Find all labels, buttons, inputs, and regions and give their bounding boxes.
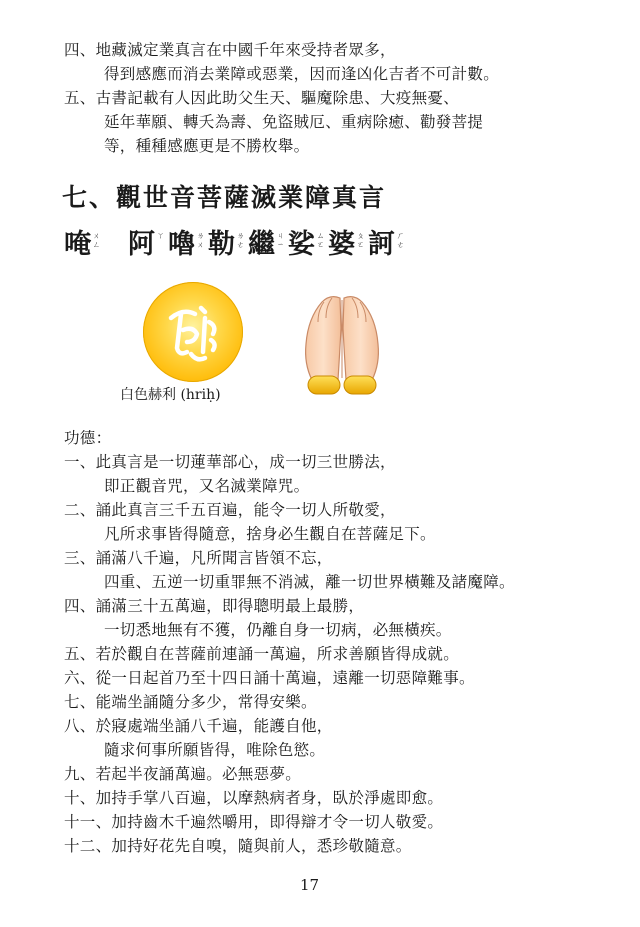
mantra-zhuyin-5: ㄐㄧ bbox=[276, 231, 285, 249]
mantra-zhuyin-2: ㄚ bbox=[156, 231, 165, 240]
intro-line-2: 得到感應而消去業障或惡業，因而逢凶化吉者不可計數。 bbox=[104, 65, 500, 83]
merit-line-5: 三、誦滿八千遍，凡所聞言皆領不忘， bbox=[64, 549, 333, 567]
merit-line-3: 二、誦此真言三千五百遍，能令一切人所敬愛， bbox=[64, 501, 396, 519]
merits-title: 功德： bbox=[64, 429, 112, 447]
merit-line-13: 隨求何事所願皆得，唯除色慾。 bbox=[104, 741, 326, 759]
mantra-char-2: 阿 bbox=[128, 229, 155, 260]
mantra-zhuyin-6: ㄙㄛ bbox=[316, 231, 325, 249]
merit-line-1: 一、此真言是一切蓮華部心，成一切三世勝法， bbox=[64, 453, 396, 471]
mantra-zhuyin-1: ㄨㄥ bbox=[92, 231, 101, 249]
hrih-glyph-icon bbox=[143, 282, 243, 382]
page-number: 17 bbox=[300, 876, 320, 894]
merit-line-8: 一切悉地無有不獲，仍離自身一切病，必無橫疾。 bbox=[104, 621, 452, 639]
merit-line-11: 七、能端坐誦隨分多少，常得安樂。 bbox=[64, 693, 317, 711]
merit-line-6: 四重、五逆一切重罪無不消滅，離一切世界橫難及諸魔障。 bbox=[104, 573, 515, 591]
mantra-char-7: 婆 bbox=[328, 229, 355, 260]
intro-line-3: 五、古書記載有人因此助父生天、驅魔除患、大疫無憂、 bbox=[64, 89, 460, 107]
merit-line-10: 六、從一日起首乃至十四日誦十萬遍，遠離一切惡障難事。 bbox=[64, 669, 475, 687]
intro-line-1: 四、地藏滅定業真言在中國千年來受持者眾多， bbox=[64, 41, 396, 59]
merit-line-16: 十一、加持齒木千遍然嚼用，即得辯才令一切人敬愛。 bbox=[64, 813, 444, 831]
hrih-seal-icon bbox=[143, 282, 243, 382]
praying-hands-icon bbox=[294, 288, 390, 400]
intro-line-4: 延年華願、轉夭為壽、免盜賊厄、重病除癒、勸發菩提 bbox=[104, 113, 484, 131]
merit-line-12: 八、於寢處端坐誦八千遍，能護自他， bbox=[64, 717, 333, 735]
merit-line-2: 即正觀音咒，又名滅業障咒。 bbox=[104, 477, 310, 495]
mantra-char-5: 繼 bbox=[248, 229, 275, 260]
merit-line-17: 十二、加持好花先自嗅，隨與前人，悉珍敬隨意。 bbox=[64, 837, 412, 855]
mantra-zhuyin-7: ㄆㄛ bbox=[356, 231, 365, 249]
mantra-zhuyin-8: ㄏㄜ bbox=[396, 231, 405, 249]
mantra-char-1: 唵 bbox=[64, 229, 91, 260]
intro-line-5: 等，種種感應更是不勝枚舉。 bbox=[104, 137, 310, 155]
merit-line-4: 凡所求事皆得隨意，捨身必生觀自在菩薩足下。 bbox=[104, 525, 436, 543]
mantra-char-3: 嚕 bbox=[168, 229, 195, 260]
mantra-char-6: 娑 bbox=[288, 229, 315, 260]
mantra-zhuyin-4: ㄌㄜ bbox=[236, 231, 245, 249]
mantra-zhuyin-3: ㄌㄨ bbox=[196, 231, 205, 249]
section-heading: 七、觀世音菩薩滅業障真言 bbox=[62, 183, 387, 212]
mantra-char-8: 訶 bbox=[368, 229, 395, 260]
merit-line-9: 五、若於觀自在菩薩前連誦一萬遍，所求善願皆得成就。 bbox=[64, 645, 460, 663]
merit-line-14: 九、若起半夜誦萬遍。必無惡夢。 bbox=[64, 765, 302, 783]
mantra-char-4: 勒 bbox=[208, 229, 235, 260]
merit-line-7: 四、誦滿三十五萬遍，即得聰明最上最勝， bbox=[64, 597, 365, 615]
seal-caption: 白色赫利 (hriḥ) bbox=[120, 387, 221, 403]
merit-line-15: 十、加持手掌八百遍，以摩熱病者身，臥於淨處即愈。 bbox=[64, 789, 444, 807]
